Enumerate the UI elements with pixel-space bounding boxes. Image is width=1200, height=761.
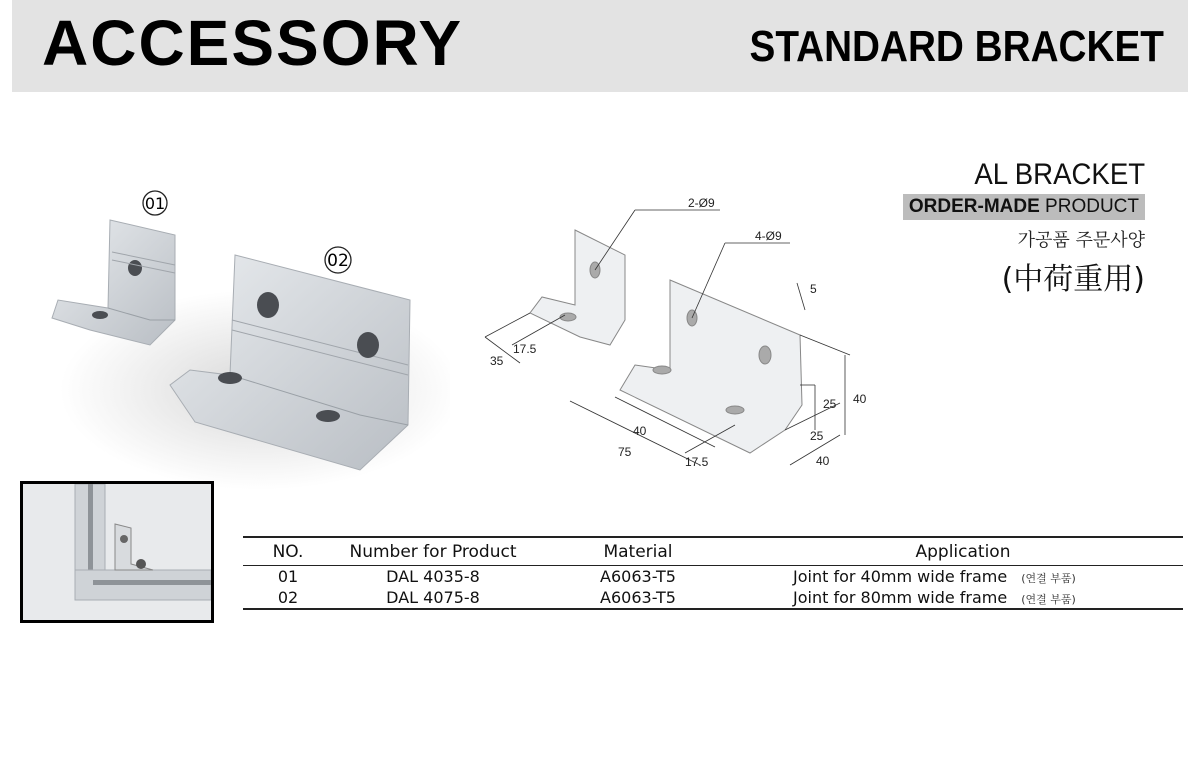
table-row: [243, 566, 1183, 588]
dim-75: 75: [618, 445, 632, 459]
cell-note: (연결 부품): [1021, 572, 1076, 585]
col-header-number: Number for Product: [333, 537, 533, 566]
cell-material: A6063-T5: [600, 567, 676, 586]
order-made-badge: ORDER-MADE PRODUCT: [903, 194, 1145, 220]
dim-17-5-large: 17.5: [685, 455, 709, 469]
page-header: [12, 0, 1188, 92]
installation-photo: [20, 481, 214, 623]
col-header-material: Material: [533, 537, 743, 566]
dim-35: 35: [490, 354, 504, 368]
cell-number: DAL 4035-8: [386, 567, 480, 586]
cell-note: (연결 부품): [1021, 593, 1076, 606]
label-01: [143, 191, 167, 215]
product-title: AL BRACKET: [974, 158, 1145, 191]
svg-text:02: 02: [327, 251, 349, 271]
cell-no: 02: [243, 587, 333, 609]
korean-spec-label: 가공품 주문사양: [1017, 230, 1145, 251]
dim-25-upper: 25: [823, 397, 837, 411]
dim-40-bottom: 40: [816, 454, 830, 468]
dim-40-right: 40: [853, 392, 867, 406]
spec-table: [243, 536, 1183, 610]
dim-17-5-small: 17.5: [513, 342, 537, 356]
table-row: [243, 587, 1183, 609]
label-02: [325, 247, 351, 273]
col-header-no: NO.: [243, 537, 333, 566]
dimension-drawing: [470, 185, 890, 495]
product-info-block: [903, 158, 1145, 298]
header-title-standard-bracket: STANDARD BRACKET: [749, 22, 1164, 71]
cell-application: Joint for 40mm wide frame (연결 부품): [793, 567, 1076, 586]
dim-5: 5: [810, 282, 817, 296]
col-header-application: Application: [743, 537, 1183, 566]
dim-25-lower: 25: [810, 429, 824, 443]
svg-text:01: 01: [144, 194, 166, 213]
cell-application: Joint for 80mm wide frame (연결 부품): [743, 587, 1183, 609]
bracket-photo: [30, 160, 450, 500]
dim-hole-small: 2-Ø9: [688, 196, 715, 210]
cell-number: DAL 4075-8: [333, 587, 533, 609]
load-class-label: (中荷重用): [1001, 262, 1145, 297]
dim-hole-large: 4-Ø9: [755, 229, 782, 243]
cell-material: A6063-T5: [533, 587, 743, 609]
table-header-row: [243, 537, 1183, 566]
cell-no: 01: [277, 567, 299, 586]
dim-40-left: 40: [633, 424, 647, 438]
header-title-accessory: ACCESSORY: [42, 7, 464, 79]
bracket-01-image: [52, 220, 175, 345]
